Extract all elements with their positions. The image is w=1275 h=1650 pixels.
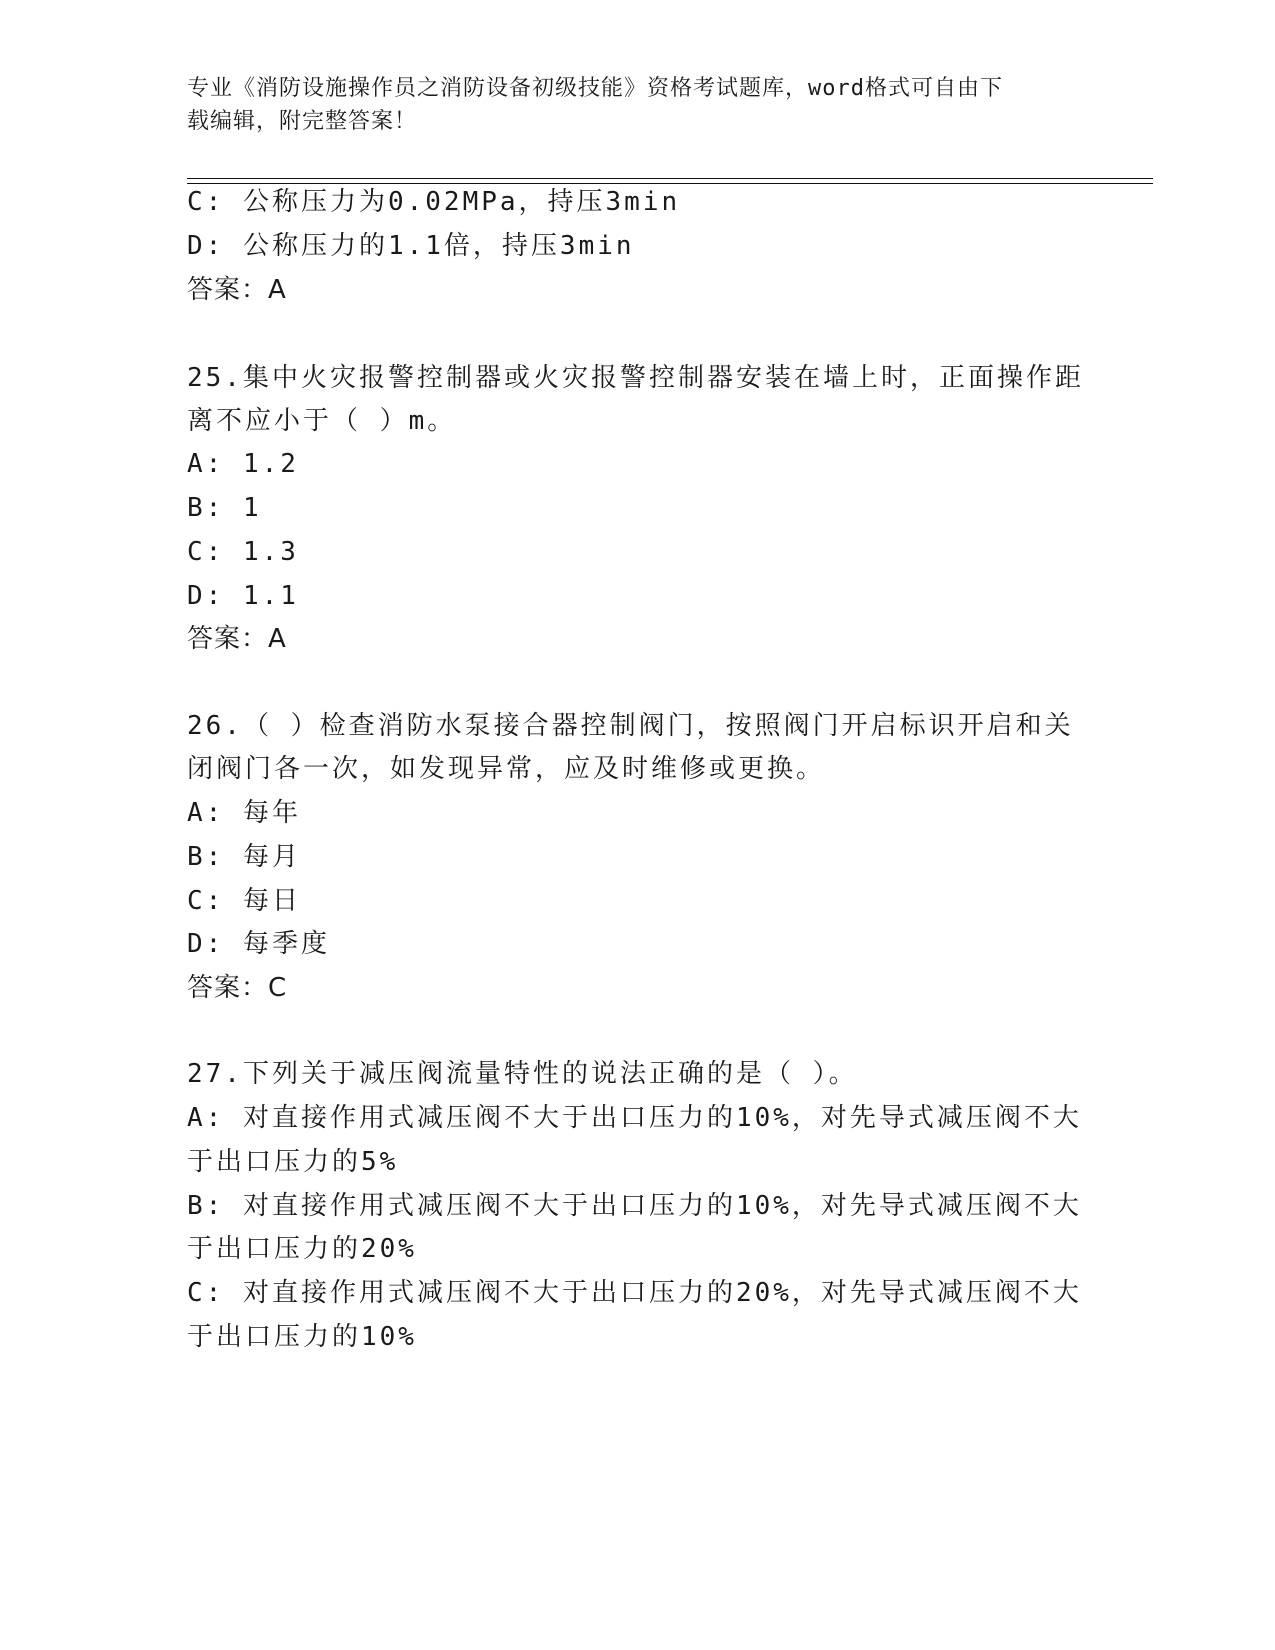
prev-option-d: D: 公称压力的1.1倍，持压3min	[187, 231, 635, 261]
q25-stem-line-1: 25.集中火灾报警控制器或火灾报警控制器安装在墙上时，正面操作距	[187, 363, 1084, 393]
q26-stem-line-2: 闭阀门各一次，如发现异常，应及时维修或更换。	[187, 754, 826, 784]
header-divider-top	[187, 178, 1153, 179]
q26-answer: 答案：C	[187, 973, 288, 1003]
header-divider-bottom	[187, 183, 1153, 184]
q27-stem: 27.下列关于减压阀流量特性的说法正确的是（ ）。	[187, 1059, 858, 1089]
q26-option-b: B: 每月	[187, 842, 301, 872]
q27-option-a-line-2: 于出口压力的5%	[187, 1147, 399, 1177]
q25-option-c: C: 1.3	[187, 537, 299, 567]
q26-option-c: C: 每日	[187, 886, 301, 916]
document-header	[187, 72, 1087, 138]
q27-option-b-line-1: B: 对直接作用式减压阀不大于出口压力的10%，对先导式减压阀不大	[187, 1191, 1082, 1221]
q25-option-a: A: 1.2	[187, 449, 299, 479]
q25-answer: 答案：A	[187, 624, 287, 654]
q26-stem-line-1: 26.（ ）检查消防水泵接合器控制阀门，按照阀门开启标识开启和关	[187, 711, 1074, 741]
q27-option-c-line-1: C: 对直接作用式减压阀不大于出口压力的20%，对先导式减压阀不大	[187, 1278, 1082, 1308]
q27-option-a-line-1: A: 对直接作用式减压阀不大于出口压力的10%，对先导式减压阀不大	[187, 1103, 1082, 1133]
q26-option-a: A: 每年	[187, 798, 301, 828]
header-line-2: 载编辑，附完整答案！	[187, 109, 418, 134]
q27-option-c-line-2: 于出口压力的10%	[187, 1322, 417, 1352]
prev-option-c: C: 公称压力为0.02MPa，持压3min	[187, 187, 681, 217]
q25-option-b: B: 1	[187, 493, 262, 523]
q27-option-b-line-2: 于出口压力的20%	[187, 1234, 417, 1264]
q25-option-d: D: 1.1	[187, 581, 299, 611]
prev-answer: 答案：A	[187, 275, 287, 305]
q26-option-d: D: 每季度	[187, 929, 330, 959]
header-line-1: 专业《消防设施操作员之消防设备初级技能》资格考试题库，word格式可自由下	[187, 76, 1003, 101]
q25-stem-line-2: 离不应小于（ ）m。	[187, 406, 457, 436]
